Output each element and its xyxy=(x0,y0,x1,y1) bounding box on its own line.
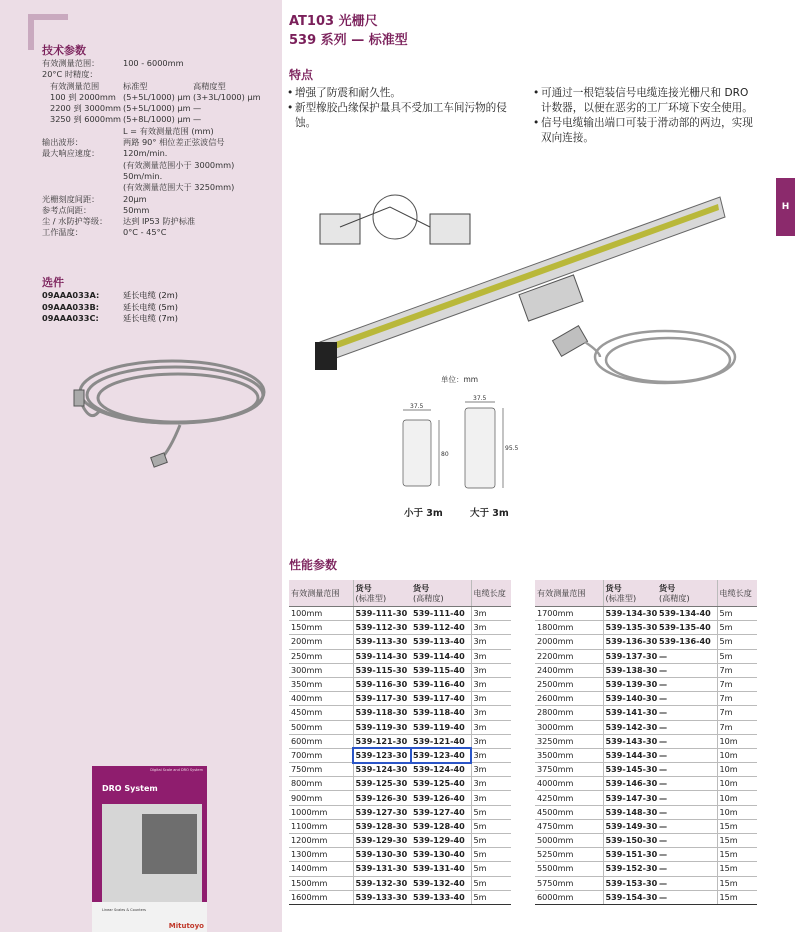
cell-hi-code: — xyxy=(657,748,717,762)
feature-item: • 可通过一根铠装信号电缆连接光栅尺和 DRO 计数器，以便在恶劣的工厂环境下安全使用。 xyxy=(533,87,753,114)
cell-cable: 10m xyxy=(717,777,757,791)
cell-range: 5750mm xyxy=(535,876,603,890)
cell-hi-code: 539-119-40 xyxy=(411,720,471,734)
cell-cable: 10m xyxy=(717,734,757,748)
spec-range: 有效测量范围： 100 - 6000mm xyxy=(42,58,184,68)
cell-cable: 10m xyxy=(717,748,757,762)
cell-range: 3750mm xyxy=(535,763,603,777)
cell-cable: 5m xyxy=(471,834,511,848)
book-title: DRO System xyxy=(102,784,158,793)
table-row xyxy=(289,663,511,677)
cell-std-code: 539-131-30 xyxy=(353,862,411,876)
spec-speed-note: (有效测量范围小于 3000mm) xyxy=(123,159,235,170)
big-scale-label: 大于 3m xyxy=(470,508,509,519)
header-std: 货号 (标准型) xyxy=(603,580,657,607)
cell-range: 200mm xyxy=(289,635,353,649)
cell-cable: 3m xyxy=(471,720,511,734)
cell-cable: 3m xyxy=(471,635,511,649)
cell-range: 150mm xyxy=(289,621,353,635)
cell-cable: 15m xyxy=(717,890,757,904)
spec-temp: 工作温度： 0°C - 45°C xyxy=(42,227,167,238)
cell-std-code: 539-136-30 xyxy=(603,635,657,649)
performance-table-left xyxy=(289,580,511,905)
table-row xyxy=(535,748,757,762)
cell-range: 450mm xyxy=(289,706,353,720)
cell-cable: 10m xyxy=(717,805,757,819)
table-row xyxy=(535,862,757,876)
cell-cable: 5m xyxy=(471,876,511,890)
cell-range: 1800mm xyxy=(535,621,603,635)
cell-cable: 7m xyxy=(717,706,757,720)
cell-hi-code: 539-128-40 xyxy=(411,819,471,833)
cell-range: 2400mm xyxy=(535,663,603,677)
table-row xyxy=(535,720,757,734)
header-range: 有效测量范围 xyxy=(289,580,353,607)
cell-std-code: 539-142-30 xyxy=(603,720,657,734)
cell-hi-code: — xyxy=(657,649,717,663)
table-row xyxy=(289,621,511,635)
cell-hi-code: 539-132-40 xyxy=(411,876,471,890)
table-row xyxy=(289,777,511,791)
cell-cable: 3m xyxy=(471,791,511,805)
table-row xyxy=(535,777,757,791)
features-left xyxy=(287,86,515,131)
table-row xyxy=(535,890,757,904)
cell-range: 3250mm xyxy=(535,734,603,748)
cell-hi-code: — xyxy=(657,819,717,833)
table-row xyxy=(535,805,757,819)
header-hi: 货号 (高精度) xyxy=(411,580,471,607)
cell-range: 900mm xyxy=(289,791,353,805)
cell-hi-code: 539-126-40 xyxy=(411,791,471,805)
table-row xyxy=(535,635,757,649)
big-width-dim: 37.5 xyxy=(473,395,487,402)
cell-std-code: 539-145-30 xyxy=(603,763,657,777)
cell-hi-code: 539-127-40 xyxy=(411,805,471,819)
features-right xyxy=(533,86,761,146)
cell-cable: 3m xyxy=(471,677,511,691)
table-row xyxy=(289,706,511,720)
cell-std-code: 539-112-30 xyxy=(353,621,411,635)
cell-hi-code: 539-136-40 xyxy=(657,635,717,649)
extension-cable-image xyxy=(70,340,270,480)
cell-std-code: 539-128-30 xyxy=(353,819,411,833)
cell-hi-code: 539-121-40 xyxy=(411,734,471,748)
table-row xyxy=(535,791,757,805)
mitutoyo-logo: Mitutoyo xyxy=(168,922,204,930)
performance-table-right xyxy=(535,580,757,905)
cell-range: 1600mm xyxy=(289,890,353,904)
table-row xyxy=(535,649,757,663)
cell-hi-code: — xyxy=(657,876,717,890)
cell-cable: 3m xyxy=(471,607,511,621)
cell-cable: 3m xyxy=(471,777,511,791)
cell-hi-code: 539-113-40 xyxy=(411,635,471,649)
cell-hi-code: — xyxy=(657,777,717,791)
cell-std-code: 539-126-30 xyxy=(353,791,411,805)
spec-speed: 最大响应速度： 120m/min. xyxy=(42,148,168,159)
cell-range: 4250mm xyxy=(535,791,603,805)
cell-hi-code: 539-118-40 xyxy=(411,706,471,720)
section-tab[interactable]: H xyxy=(776,178,795,236)
cell-cable: 5m xyxy=(471,848,511,862)
cell-cable: 3m xyxy=(471,692,511,706)
table-row xyxy=(289,734,511,748)
cell-hi-code: 539-124-40 xyxy=(411,763,471,777)
cell-std-code: 539-151-30 xyxy=(603,848,657,862)
cell-hi-code: — xyxy=(657,720,717,734)
tech-title: 技术参数 xyxy=(42,44,86,57)
option-item: 09AAA033B: 延长电缆 (5m) xyxy=(42,301,178,312)
cell-std-code: 539-152-30 xyxy=(603,862,657,876)
cell-cable: 15m xyxy=(717,848,757,862)
table-row xyxy=(289,890,511,904)
cell-std-code: 539-154-30 xyxy=(603,890,657,904)
cell-hi-code: — xyxy=(657,677,717,691)
table-row xyxy=(289,862,511,876)
cell-std-code: 539-118-30 xyxy=(353,706,411,720)
cell-range: 1700mm xyxy=(535,607,603,621)
cell-range: 350mm xyxy=(289,677,353,691)
cell-hi-code: 539-131-40 xyxy=(411,862,471,876)
dimension-drawing xyxy=(395,390,525,500)
product-title: AT103 光栅尺 xyxy=(289,14,378,29)
cell-hi-code: — xyxy=(657,663,717,677)
spec-accuracy-row: 100 到 2000mm (5+5L/1000) µm (3+3L/1000) µm xyxy=(50,91,261,102)
cell-range: 4000mm xyxy=(535,777,603,791)
cell-std-code: 539-111-30 xyxy=(353,607,411,621)
cell-range: 2000mm xyxy=(535,635,603,649)
table-row xyxy=(289,876,511,890)
cell-range: 1200mm xyxy=(289,834,353,848)
cell-range: 1300mm xyxy=(289,848,353,862)
table-row xyxy=(289,763,511,777)
cell-range: 5000mm xyxy=(535,834,603,848)
cell-cable: 7m xyxy=(717,677,757,691)
cell-hi-code: 539-115-40 xyxy=(411,663,471,677)
table-row xyxy=(535,692,757,706)
cell-hi-code: 539-111-40 xyxy=(411,607,471,621)
cell-range: 1000mm xyxy=(289,805,353,819)
table-row xyxy=(289,834,511,848)
cell-std-code: 539-146-30 xyxy=(603,777,657,791)
spec-accuracy-header: 有效测量范围 标准型 高精度型 xyxy=(50,80,226,91)
table-row xyxy=(289,791,511,805)
cell-cable: 7m xyxy=(717,720,757,734)
cell-std-code: 539-127-30 xyxy=(353,805,411,819)
cell-cable: 7m xyxy=(717,692,757,706)
cell-hi-code: — xyxy=(657,763,717,777)
cell-cable: 3m xyxy=(471,663,511,677)
cell-cable: 3m xyxy=(471,621,511,635)
cell-hi-code: 539-125-40 xyxy=(411,777,471,791)
cell-cable: 5m xyxy=(717,649,757,663)
cell-std-code: 539-150-30 xyxy=(603,834,657,848)
cell-cable: 5m xyxy=(717,607,757,621)
book-header: Digital Scale and DRO System xyxy=(150,768,203,772)
cell-cable: 10m xyxy=(717,763,757,777)
cell-cable: 7m xyxy=(717,663,757,677)
cell-range: 250mm xyxy=(289,649,353,663)
cell-std-code: 539-130-30 xyxy=(353,848,411,862)
cell-cable: 5m xyxy=(471,862,511,876)
cell-range: 100mm xyxy=(289,607,353,621)
cell-std-code: 539-137-30 xyxy=(603,649,657,663)
cell-hi-code: — xyxy=(657,890,717,904)
cell-std-code: 539-139-30 xyxy=(603,677,657,691)
cell-cable: 3m xyxy=(471,706,511,720)
cell-std-code: 539-143-30 xyxy=(603,734,657,748)
book-subtitle: Linear Scales & Counters xyxy=(102,908,146,912)
cell-range: 5250mm xyxy=(535,848,603,862)
table-row xyxy=(289,649,511,663)
header-range: 有效测量范围 xyxy=(535,580,603,607)
cell-cable: 15m xyxy=(717,876,757,890)
cell-range: 400mm xyxy=(289,692,353,706)
cell-std-code: 539-149-30 xyxy=(603,819,657,833)
table-row xyxy=(289,848,511,862)
cell-hi-code: 539-130-40 xyxy=(411,848,471,862)
options-list xyxy=(42,290,178,325)
cell-range: 6000mm xyxy=(535,890,603,904)
table-row xyxy=(535,763,757,777)
cell-std-code: 539-144-30 xyxy=(603,748,657,762)
cell-std-code: 539-121-30 xyxy=(353,734,411,748)
cell-range: 2500mm xyxy=(535,677,603,691)
table-row xyxy=(535,848,757,862)
cell-hi-code: 539-117-40 xyxy=(411,692,471,706)
table-row xyxy=(535,706,757,720)
cell-std-code: 539-147-30 xyxy=(603,791,657,805)
cell-range: 4750mm xyxy=(535,819,603,833)
linear-scale-product-image xyxy=(300,192,740,392)
cell-range: 1400mm xyxy=(289,862,353,876)
cell-cable: 15m xyxy=(717,834,757,848)
header-cable: 电缆长度 xyxy=(471,580,511,607)
dro-catalog-thumbnail xyxy=(92,766,207,932)
cell-cable: 10m xyxy=(717,791,757,805)
cell-hi-code: 539-133-40 xyxy=(411,890,471,904)
spec-accuracy-row: 3250 到 6000mm (5+8L/1000) µm — xyxy=(50,114,202,125)
cell-std-code: 539-119-30 xyxy=(353,720,411,734)
spec-output: 输出波形： 两路 90° 相位差正弦波信号 xyxy=(42,137,225,148)
cell-std-code: 539-140-30 xyxy=(603,692,657,706)
cell-cable: 3m xyxy=(471,748,511,762)
cell-std-code: 539-141-30 xyxy=(603,706,657,720)
spec-accuracy-note: L = 有效测量范围 (mm) xyxy=(123,125,214,136)
cell-std-code: 539-123-30 xyxy=(353,748,411,762)
book-photo xyxy=(102,804,202,904)
cell-std-code: 539-129-30 xyxy=(353,834,411,848)
option-item: 09AAA033C: 延长电缆 (7m) xyxy=(42,313,178,323)
cell-std-code: 539-117-30 xyxy=(353,692,411,706)
cell-std-code: 539-125-30 xyxy=(353,777,411,791)
table-row xyxy=(535,621,757,635)
cell-range: 750mm xyxy=(289,763,353,777)
header-std: 货号 (标准型) xyxy=(353,580,411,607)
cell-hi-code: — xyxy=(657,862,717,876)
cell-cable: 15m xyxy=(717,819,757,833)
table-row xyxy=(535,834,757,848)
cell-hi-code: — xyxy=(657,834,717,848)
table-header-row xyxy=(289,580,511,607)
table-row xyxy=(535,734,757,748)
cell-range: 5500mm xyxy=(535,862,603,876)
product-subtitle: 539 系列 — 标准型 xyxy=(289,33,408,48)
cell-range: 1100mm xyxy=(289,819,353,833)
spec-accuracy-label: 20°C 时精度： xyxy=(42,69,98,80)
cell-range: 800mm xyxy=(289,777,353,791)
options-title: 选件 xyxy=(42,276,64,289)
cell-range: 300mm xyxy=(289,663,353,677)
table-row xyxy=(289,720,511,734)
cell-std-code: 539-134-30 xyxy=(603,607,657,621)
table-row xyxy=(535,819,757,833)
cell-range: 2200mm xyxy=(535,649,603,663)
cell-std-code: 539-114-30 xyxy=(353,649,411,663)
cell-range: 3500mm xyxy=(535,748,603,762)
cell-std-code: 539-116-30 xyxy=(353,677,411,691)
cell-cable: 5m xyxy=(471,890,511,904)
cell-std-code: 539-135-30 xyxy=(603,621,657,635)
cell-cable: 5m xyxy=(471,819,511,833)
cell-std-code: 539-153-30 xyxy=(603,876,657,890)
table-row xyxy=(535,663,757,677)
unit-label: 单位：mm xyxy=(441,375,479,384)
small-width-dim: 37.5 xyxy=(410,403,424,410)
spec-ip: 尘 / 水防护等级： 达到 IP53 防护标准 xyxy=(42,216,196,227)
spec-speed-2: 50m/min. xyxy=(123,170,163,181)
header-cable: 电缆长度 xyxy=(717,580,757,607)
cell-hi-code: — xyxy=(657,734,717,748)
cell-hi-code: 539-129-40 xyxy=(411,834,471,848)
table-row xyxy=(535,677,757,691)
cell-std-code: 539-138-30 xyxy=(603,663,657,677)
cell-hi-code: — xyxy=(657,706,717,720)
cell-hi-code: 539-135-40 xyxy=(657,621,717,635)
cell-hi-code: — xyxy=(657,692,717,706)
spec-ref: 参考点间距： 50mm xyxy=(42,204,150,215)
table-row xyxy=(289,635,511,649)
cell-range: 4500mm xyxy=(535,805,603,819)
table-row xyxy=(289,805,511,819)
cell-range: 600mm xyxy=(289,734,353,748)
table-row xyxy=(289,677,511,691)
cell-hi-code: 539-116-40 xyxy=(411,677,471,691)
cell-std-code: 539-124-30 xyxy=(353,763,411,777)
cell-cable: 15m xyxy=(717,862,757,876)
small-height-dim: 80 xyxy=(441,451,449,458)
cell-range: 2600mm xyxy=(535,692,603,706)
table-row xyxy=(289,692,511,706)
cell-range: 2800mm xyxy=(535,706,603,720)
feature-item: • 新型橡胶凸缘保护量具不受加工车间污物的侵蚀。 xyxy=(287,102,507,129)
spec-pitch: 光栅刻度间距： 20µm xyxy=(42,193,147,204)
cell-hi-code: 539-134-40 xyxy=(657,607,717,621)
cell-hi-code: 539-123-40 xyxy=(411,748,471,762)
cell-cable: 5m xyxy=(717,635,757,649)
table-row xyxy=(289,748,511,762)
cell-cable: 5m xyxy=(471,805,511,819)
cell-cable: 5m xyxy=(717,621,757,635)
cell-cable: 3m xyxy=(471,763,511,777)
cell-hi-code: — xyxy=(657,805,717,819)
table-row xyxy=(535,876,757,890)
small-scale-label: 小于 3m xyxy=(404,508,443,519)
features-title: 特点 xyxy=(289,68,314,82)
cell-std-code: 539-113-30 xyxy=(353,635,411,649)
cell-std-code: 539-115-30 xyxy=(353,663,411,677)
spec-speed-note-2: (有效测量范围大于 3250mm) xyxy=(123,182,235,193)
cell-hi-code: — xyxy=(657,848,717,862)
cell-cable: 3m xyxy=(471,734,511,748)
cell-cable: 3m xyxy=(471,649,511,663)
big-height-dim: 95.5 xyxy=(505,445,519,452)
cell-range: 1500mm xyxy=(289,876,353,890)
table-row xyxy=(535,607,757,621)
feature-item: • 信号电缆输出端口可装于滑动部的两边，实现双向连接。 xyxy=(533,117,753,144)
cell-range: 700mm xyxy=(289,748,353,762)
table-header-row xyxy=(535,580,757,607)
cell-hi-code: 539-114-40 xyxy=(411,649,471,663)
cell-std-code: 539-133-30 xyxy=(353,890,411,904)
spec-accuracy-row: 2200 到 3000mm (5+5L/1000) µm — xyxy=(50,103,202,114)
cell-std-code: 539-132-30 xyxy=(353,876,411,890)
table-row xyxy=(289,819,511,833)
spec-list xyxy=(42,58,278,239)
cell-hi-code: — xyxy=(657,791,717,805)
feature-item: • 增强了防震和耐久性。 xyxy=(287,87,401,99)
cell-std-code: 539-148-30 xyxy=(603,805,657,819)
performance-title: 性能参数 xyxy=(289,558,338,572)
cell-range: 3000mm xyxy=(535,720,603,734)
header-hi: 货号 (高精度) xyxy=(657,580,717,607)
cell-range: 500mm xyxy=(289,720,353,734)
cell-hi-code: 539-112-40 xyxy=(411,621,471,635)
option-item: 09AAA033A: 延长电缆 (2m) xyxy=(42,290,178,300)
table-row xyxy=(289,607,511,621)
